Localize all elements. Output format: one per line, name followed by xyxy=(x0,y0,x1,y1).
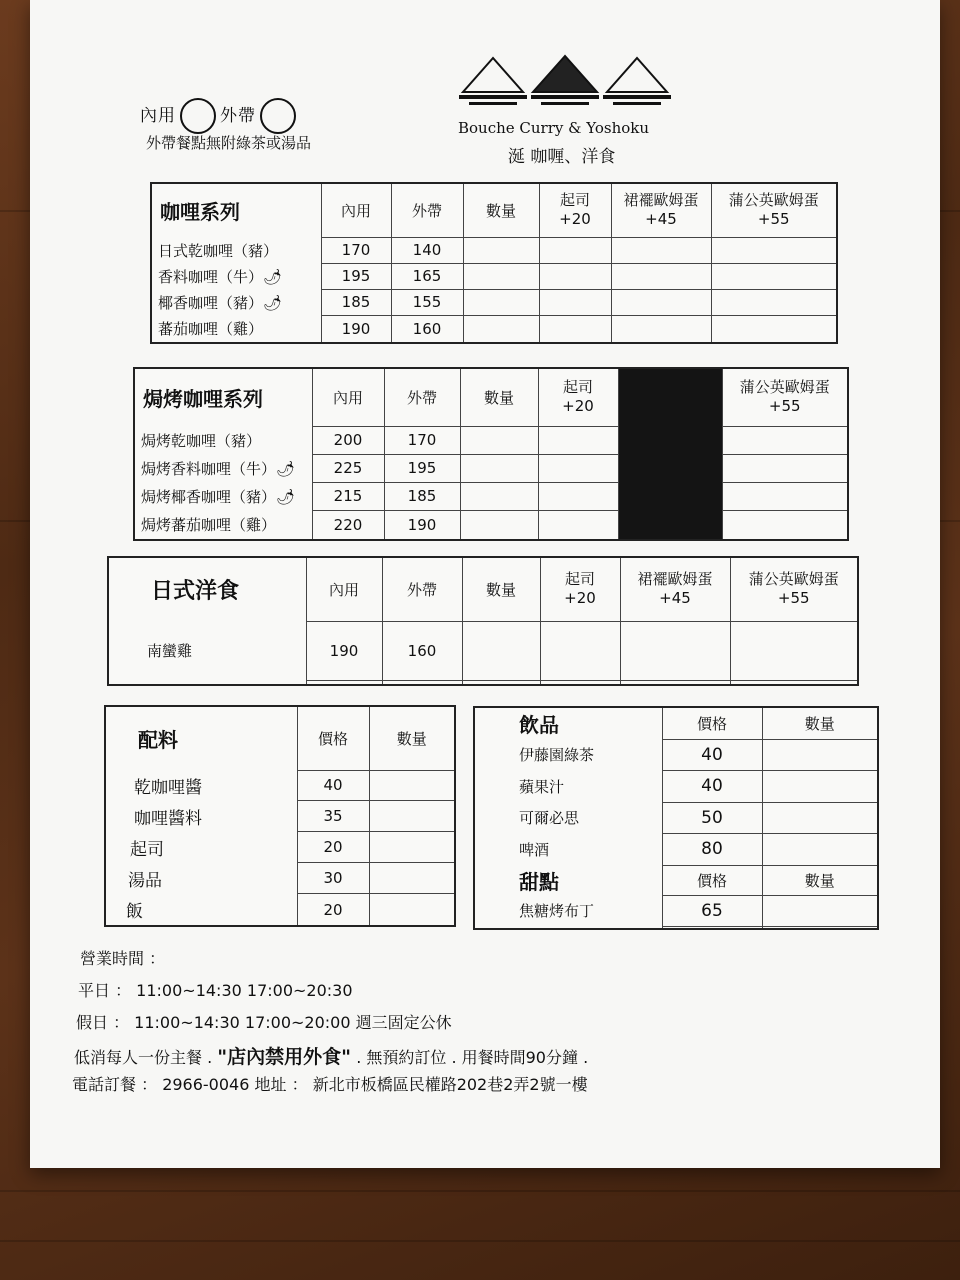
column-header: 蒲公英歐姆蛋 +55 xyxy=(730,557,858,621)
item-name: 焗烤蕃茄咖哩（雞） xyxy=(141,516,277,535)
column-header: 裙襬歐姆蛋 +45 xyxy=(620,557,730,621)
column-header: 外帶 xyxy=(382,557,462,621)
quantity-cell[interactable] xyxy=(463,237,539,263)
skirt-omelette-cell[interactable] xyxy=(611,263,711,289)
dine-in-price: 215 xyxy=(312,482,384,510)
quantity-cell[interactable] xyxy=(463,316,539,343)
table-row xyxy=(105,832,455,863)
cheese-cell[interactable] xyxy=(539,263,611,289)
column-header: 價格 xyxy=(662,865,762,895)
column-header: 起司 +20 xyxy=(538,368,618,426)
table-row xyxy=(474,834,878,866)
column-header: 外帶 xyxy=(391,183,463,237)
takeout-price: 185 xyxy=(384,482,460,510)
dine-in-label: 內用 xyxy=(140,106,176,126)
section-title: 配料 xyxy=(138,728,178,752)
column-header: 內用 xyxy=(321,183,391,237)
takeout-note: 外帶餐點無附綠茶或湯品 xyxy=(146,134,312,152)
dine-in-takeout-selector xyxy=(140,98,300,134)
brand-name-english: Bouche Curry & Yoshoku xyxy=(458,119,650,137)
quantity-cell[interactable] xyxy=(369,801,455,832)
quantity-cell[interactable] xyxy=(762,739,878,771)
quantity-cell[interactable] xyxy=(762,802,878,834)
takeout-price: 195 xyxy=(384,454,460,482)
price: 50 xyxy=(662,802,762,834)
item-name: 咖哩醬料 xyxy=(134,808,202,829)
table-row xyxy=(134,426,848,454)
dandelion-omelette-cell[interactable] xyxy=(711,237,837,263)
item-name: 飯 xyxy=(126,901,143,922)
dandelion-omelette-cell[interactable] xyxy=(722,482,848,510)
dine-in-price: 195 xyxy=(321,263,391,289)
skirt-omelette-cell[interactable] xyxy=(620,621,730,681)
item-name: 蕃茄咖哩（雞） xyxy=(158,320,264,339)
cheese-cell[interactable] xyxy=(538,426,618,454)
dine-in-price: 190 xyxy=(306,621,382,681)
cheese-cell[interactable] xyxy=(540,681,620,685)
column-header: 數量 xyxy=(463,183,539,237)
holiday-hours: 假日 ： 11:00~14:30 17:00~20:00 週三固定公休 xyxy=(76,1013,452,1032)
section-title: 飲品 xyxy=(519,713,559,737)
dandelion-omelette-cell[interactable] xyxy=(722,454,848,482)
dandelion-omelette-cell[interactable] xyxy=(730,681,858,685)
dandelion-omelette-cell[interactable] xyxy=(722,510,848,540)
item-name: 可爾必思 xyxy=(519,809,580,828)
column-header: 蒲公英歐姆蛋 +55 xyxy=(722,368,848,426)
item-name: 焦糖烤布丁 xyxy=(519,902,595,921)
table-row xyxy=(151,316,837,343)
section-title: 甜點 xyxy=(519,869,559,894)
quantity-cell[interactable] xyxy=(369,832,455,863)
column-header: 內用 xyxy=(306,557,382,621)
column-header: 裙襬歐姆蛋 +45 xyxy=(611,183,711,237)
section-title: 焗烤咖哩系列 xyxy=(143,387,263,411)
table-row xyxy=(134,454,848,482)
takeout-price: 155 xyxy=(391,289,463,315)
quantity-cell[interactable] xyxy=(460,426,538,454)
quantity-cell[interactable] xyxy=(762,771,878,803)
table-row xyxy=(134,510,848,540)
column-header: 價格 xyxy=(662,707,762,739)
toppings-section-table xyxy=(104,705,456,927)
quantity-cell[interactable] xyxy=(460,482,538,510)
baked-curry-section-table xyxy=(133,367,849,541)
section-title: 日式洋食 xyxy=(151,579,240,604)
curry-section-table xyxy=(150,182,838,344)
column-header: 起司 +20 xyxy=(539,183,611,237)
brand-logo-icon xyxy=(455,52,675,110)
table-row xyxy=(151,263,837,289)
business-hours-label: 營業時間 ： xyxy=(80,949,166,968)
address-label: 地址 ： xyxy=(254,1075,308,1094)
cheese-cell[interactable] xyxy=(539,237,611,263)
quantity-cell[interactable] xyxy=(463,263,539,289)
table-row xyxy=(108,621,858,681)
address: 新北市板橋區民權路202巷2弄2號一樓 xyxy=(312,1075,588,1094)
item-name: 起司 xyxy=(130,839,164,860)
dine-in-checkbox[interactable] xyxy=(180,98,216,134)
quantity-cell[interactable] xyxy=(762,927,878,929)
table-row xyxy=(105,770,455,801)
column-header: 價格 xyxy=(297,706,369,770)
price: 20 xyxy=(297,894,369,926)
section-title: 咖哩系列 xyxy=(160,200,240,224)
item-name: 乾咖哩醬 xyxy=(134,777,202,798)
column-header: 內用 xyxy=(312,368,384,426)
dandelion-omelette-cell[interactable] xyxy=(711,263,837,289)
takeout-price: 170 xyxy=(384,426,460,454)
contact-line xyxy=(72,1072,588,1095)
yoshoku-section-table xyxy=(107,556,859,686)
price: 35 xyxy=(297,801,369,832)
takeout-price: 160 xyxy=(382,621,462,681)
quantity-cell[interactable] xyxy=(762,834,878,866)
item-name: 啤酒 xyxy=(519,840,550,859)
dandelion-omelette-cell[interactable] xyxy=(722,426,848,454)
takeout-price: 140 xyxy=(391,237,463,263)
item-name: 焗烤乾咖哩（豬） xyxy=(141,431,262,450)
column-header: 數量 xyxy=(762,707,878,739)
takeout-checkbox[interactable] xyxy=(260,98,296,134)
takeout-price: 165 xyxy=(391,263,463,289)
table-row xyxy=(134,482,848,510)
item-name: 南蠻雞 xyxy=(147,642,193,661)
table-row xyxy=(105,894,455,926)
price: 65 xyxy=(662,895,762,927)
table-row xyxy=(151,237,837,263)
item-name: 日式乾咖哩（豬） xyxy=(158,241,279,260)
dine-in-price: 200 xyxy=(312,426,384,454)
price: 40 xyxy=(662,739,762,771)
item-name: 焗烤椰香咖哩（豬）🌶 xyxy=(141,487,296,506)
skirt-omelette-cell[interactable] xyxy=(611,316,711,343)
column-header: 起司 +20 xyxy=(540,557,620,621)
quantity-cell[interactable] xyxy=(369,894,455,926)
column-header: 數量 xyxy=(369,706,455,770)
reservation-time-note: . 無預約訂位 . 用餐時間90分鐘 . xyxy=(356,1048,589,1067)
dine-in-price: 185 xyxy=(321,289,391,315)
dandelion-omelette-cell[interactable] xyxy=(711,289,837,315)
column-header: 蒲公英歐姆蛋 +55 xyxy=(711,183,837,237)
cheese-cell[interactable] xyxy=(539,316,611,343)
column-header: 數量 xyxy=(460,368,538,426)
table-row xyxy=(108,681,858,685)
cheese-cell[interactable] xyxy=(538,510,618,540)
dining-rules xyxy=(74,1042,588,1069)
column-header: 外帶 xyxy=(384,368,460,426)
quantity-cell[interactable] xyxy=(462,681,540,685)
dine-in-price: 220 xyxy=(312,510,384,540)
price: 20 xyxy=(297,832,369,863)
item-name: 焗烤香料咖哩（牛）🌶 xyxy=(141,459,296,478)
item-name: 伊藤園綠茶 xyxy=(519,746,595,765)
minimum-charge-note: 低消每人一份主餐 . xyxy=(74,1048,213,1067)
table-row xyxy=(474,771,878,803)
column-header: 數量 xyxy=(762,865,878,895)
no-outside-food-note: "店內禁用外食" xyxy=(217,1046,352,1068)
brand-name-chinese: 涎 咖喱、洋食 xyxy=(508,147,616,167)
table-row xyxy=(105,801,455,832)
drinks-desserts-section-table xyxy=(473,706,879,930)
quantity-cell[interactable] xyxy=(460,510,538,540)
phone-label: 電話訂餐 ： xyxy=(72,1075,158,1094)
takeout-label: 外帶 xyxy=(220,106,256,126)
table-row xyxy=(474,802,878,834)
dine-in-price: 225 xyxy=(312,454,384,482)
price: 30 xyxy=(297,863,369,894)
quantity-cell[interactable] xyxy=(462,621,540,681)
skirt-omelette-cell[interactable] xyxy=(620,681,730,685)
table-row xyxy=(474,739,878,771)
skirt-omelette-cell[interactable] xyxy=(611,237,711,263)
quantity-cell[interactable] xyxy=(369,770,455,801)
quantity-cell[interactable] xyxy=(762,895,878,927)
price: 40 xyxy=(297,770,369,801)
column-header: 數量 xyxy=(462,557,540,621)
item-name: 香料咖哩（牛）🌶 xyxy=(158,267,283,286)
quantity-cell[interactable] xyxy=(369,863,455,894)
cheese-cell[interactable] xyxy=(538,482,618,510)
price: 40 xyxy=(662,771,762,803)
dandelion-omelette-cell[interactable] xyxy=(711,316,837,343)
item-name: 蘋果汁 xyxy=(519,777,565,796)
dine-in-price: 170 xyxy=(321,237,391,263)
table-row xyxy=(474,895,878,927)
table-row xyxy=(151,289,837,315)
takeout-price: 190 xyxy=(384,510,460,540)
table-row xyxy=(105,863,455,894)
takeout-price: 160 xyxy=(391,316,463,343)
item-name: 椰香咖哩（豬）🌶 xyxy=(158,293,283,312)
cheese-cell[interactable] xyxy=(539,289,611,315)
quantity-cell[interactable] xyxy=(463,289,539,315)
dine-in-price: 190 xyxy=(321,316,391,343)
price: 80 xyxy=(662,834,762,866)
phone-number[interactable]: 2966-0046 xyxy=(162,1075,250,1094)
blacked-out-column xyxy=(618,368,722,540)
weekday-hours: 平日 ： 11:00~14:30 17:00~20:30 xyxy=(78,981,353,1000)
cheese-cell[interactable] xyxy=(540,621,620,681)
dandelion-omelette-cell[interactable] xyxy=(730,621,858,681)
skirt-omelette-cell[interactable] xyxy=(611,289,711,315)
cheese-cell[interactable] xyxy=(538,454,618,482)
quantity-cell[interactable] xyxy=(460,454,538,482)
item-name: 湯品 xyxy=(128,870,162,891)
